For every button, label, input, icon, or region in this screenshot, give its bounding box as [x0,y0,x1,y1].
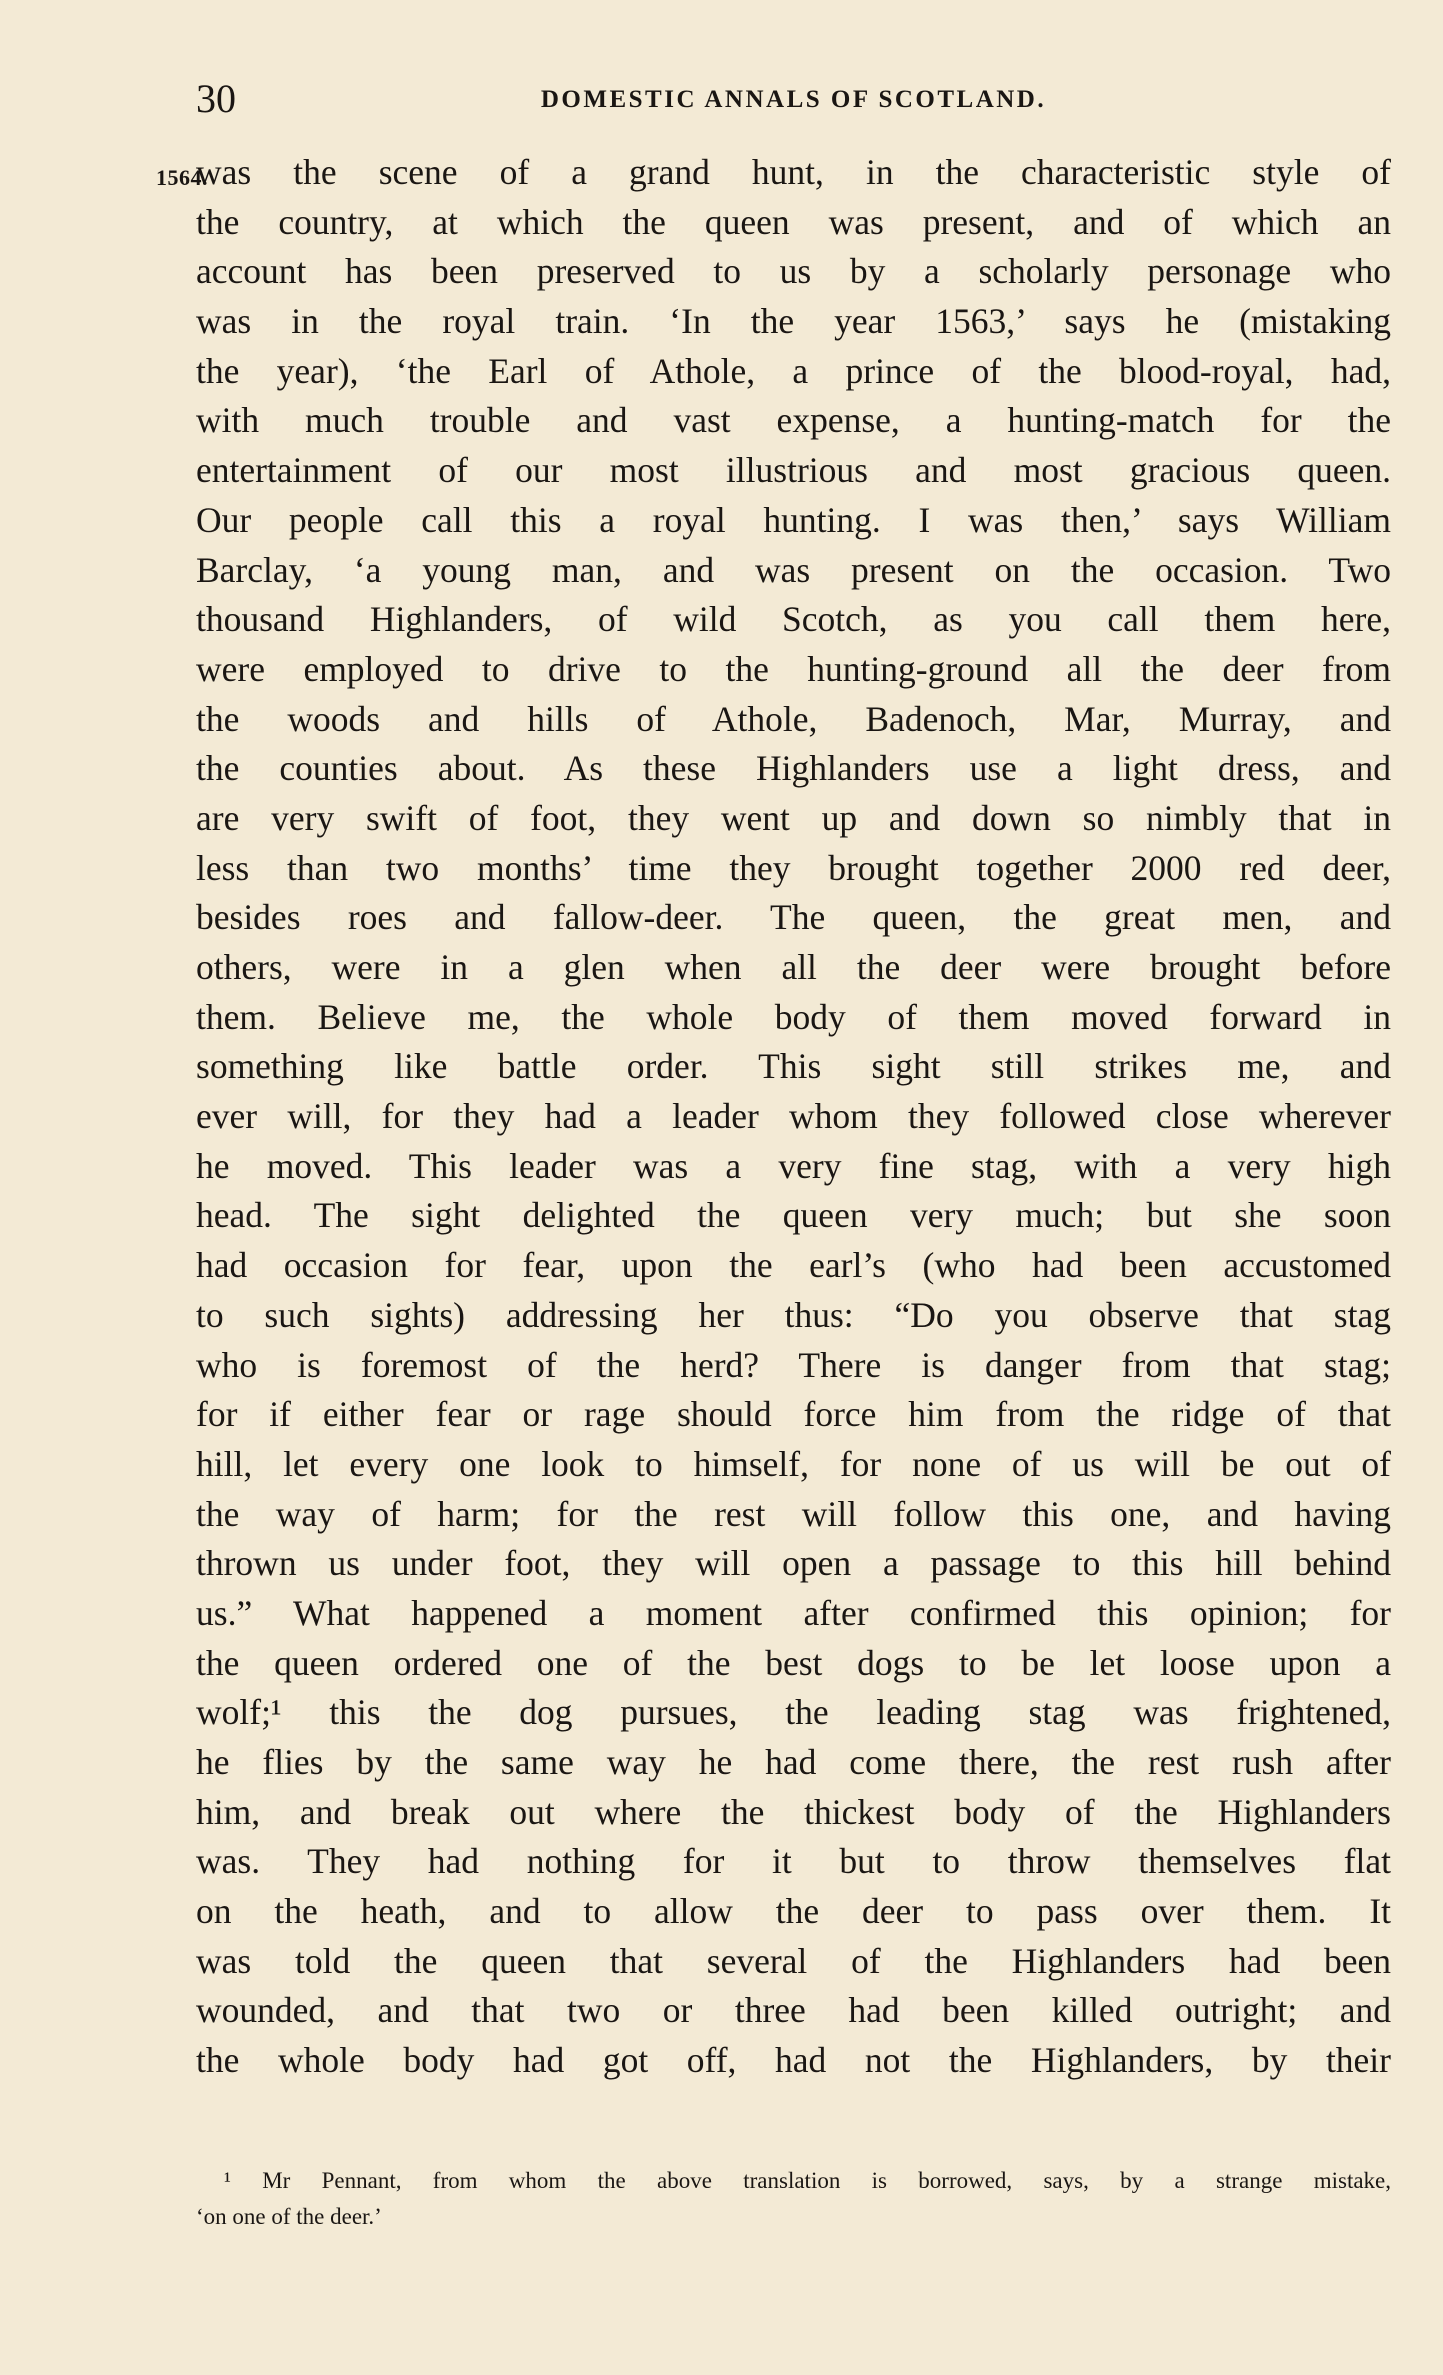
text-line: the whole body had got off, had not the Highlanders, by their [196,2040,1391,2081]
footnote-line: ‘on one of the deer.’ [196,2204,382,2229]
text-line: were employed to drive to the hunting-ground all the deer from [196,648,1391,689]
text-line: wolf;¹ this the dog pursues, the leading stag was frightened, [196,1692,1391,1733]
text-line: with much trouble and vast expense, a hunting-match for the [196,400,1391,441]
text-line: entertainment of our most illustrious and most gracious queen. [196,450,1391,491]
text-line: the year), ‘the Earl of Athole, a prince of the blood-royal, had, [196,350,1391,391]
text-line: them. Believe me, the whole body of them moved forward in [196,996,1391,1037]
text-line: for if either fear or rage should force him from the ridge of that [196,1394,1391,1435]
text-line: him, and break out where the thickest body of the Highlanders [196,1791,1391,1832]
text-line: was. They had nothing for it but to throw themselves flat [196,1841,1391,1882]
footnotes [196,2163,1391,2235]
text-line: something like battle order. This sight still strikes me, and [196,1046,1391,1087]
text-line: us.” What happened a moment after confirmed this opinion; for [196,1592,1391,1633]
text-line: on the heath, and to allow the deer to pass over them. It [196,1891,1391,1932]
text-line: the country, at which the queen was present, and of which an [196,201,1391,242]
text-line: to such sights) addressing her thus: “Do you observe that stag [196,1294,1391,1335]
text-line: was told the queen that several of the Highlanders had been [196,1940,1391,1981]
text-line: others, were in a glen when all the deer were brought before [196,947,1391,987]
text-line: was the scene of a grand hunt, in the characteristic style of [196,152,1391,192]
text-line: thousand Highlanders, of wild Scotch, as you call them here, [196,599,1391,640]
page-header [196,76,1391,126]
text-line: hill, let every one look to himself, for none of us will be out of [196,1443,1391,1484]
text-line: besides roes and fallow-deer. The queen, the great men, and [196,897,1391,938]
text-line: wounded, and that two or three had been killed outright; and [196,1990,1391,2031]
text-line: Barclay, ‘a young man, and was present on the occasion. Two [196,549,1391,590]
text-line: less than two months’ time they brought together 2000 red deer, [196,847,1391,888]
body-text [196,148,1391,2086]
text-line: Our people call this a royal hunting. I was then,’ says William [196,499,1391,540]
text-line: he flies by the same way he had come there, the rest rush after [196,1742,1391,1782]
text-line: who is foremost of the herd? There is danger from that stag; [196,1344,1391,1385]
text-line: he moved. This leader was a very fine stag, with a very high [196,1145,1391,1186]
text-line: head. The sight delighted the queen very much; but she soon [196,1195,1391,1236]
text-line: ever will, for they had a leader whom they followed close wherever [196,1096,1391,1137]
text-line: the woods and hills of Athole, Badenoch, Mar, Murray, and [196,698,1391,739]
text-line: account has been preserved to us by a scholarly personage who [196,251,1391,292]
footnote-line: ¹ Mr Pennant, from whom the above translation is borrowed, says, by a strange mistake, [224,2168,1391,2193]
text-line: had occasion for fear, upon the earl’s (who had been accustomed [196,1245,1391,1286]
text-line: the way of harm; for the rest will follow this one, and having [196,1493,1391,1534]
text-line: thrown us under foot, they will open a passage to this hill behind [196,1543,1391,1584]
text-line: are very swift of foot, they went up and down so nimbly that in [196,797,1391,838]
text-line: was in the royal train. ‘In the year 1563,’ says he (mistaking [196,301,1391,342]
page-number: 30 [196,76,236,121]
text-line: the queen ordered one of the best dogs to be let loose upon a [196,1642,1391,1683]
margin-year-note: 1564. [156,165,208,190]
text-line: the counties about. As these Highlanders use a light dress, and [196,748,1391,789]
running-title: DOMESTIC ANNALS OF SCOTLAND. [540,86,1047,113]
